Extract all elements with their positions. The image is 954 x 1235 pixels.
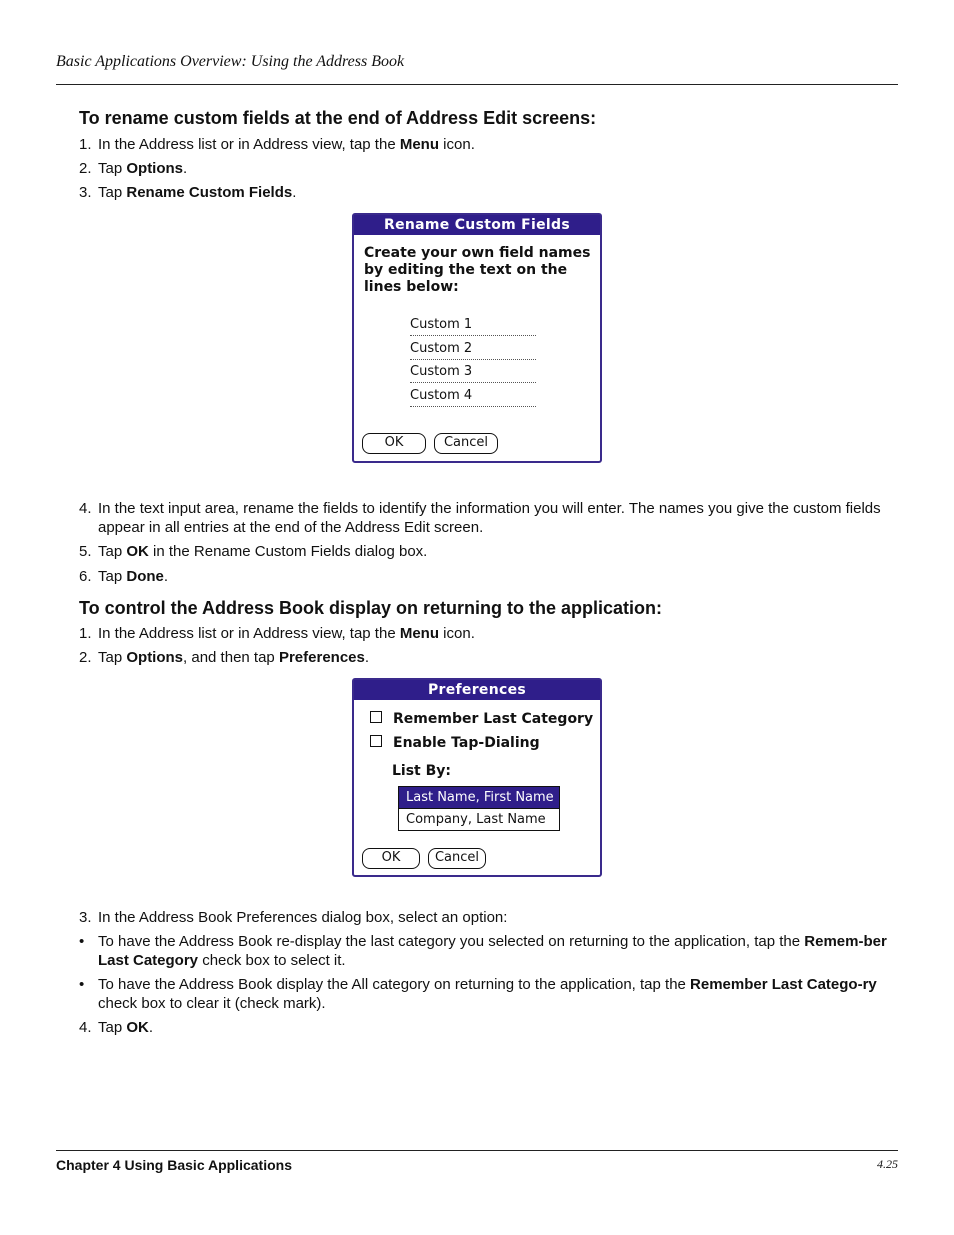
- ok-button[interactable]: OK: [362, 848, 420, 869]
- dialog-title: Preferences: [354, 680, 600, 700]
- remember-last-category-checkbox[interactable]: [370, 710, 593, 728]
- step-text: Tap Rename Custom Fields.: [98, 184, 297, 201]
- header-rule: [56, 84, 898, 85]
- cancel-button[interactable]: Cancel: [434, 433, 498, 454]
- checkbox-label: Enable Tap-Dialing: [393, 735, 540, 751]
- list-option-company-last[interactable]: Company, Last Name: [406, 812, 546, 827]
- step-text: Tap Options.: [98, 160, 188, 177]
- step-number: 2.: [79, 160, 92, 177]
- bullet-dot: •: [79, 933, 85, 950]
- step-text: Tap OK in the Rename Custom Fields dialog box.: [98, 543, 428, 560]
- rename-custom-fields-dialog: [352, 213, 602, 463]
- checkbox-label: Remember Last Category: [393, 711, 594, 727]
- custom-field-input[interactable]: Custom 1: [410, 317, 536, 336]
- custom-field-input[interactable]: Custom 4: [410, 388, 536, 407]
- preferences-dialog: [352, 678, 602, 877]
- footer-chapter: Chapter 4 Using Basic Applications: [56, 1157, 292, 1173]
- step-number: 4.: [79, 1019, 92, 1036]
- step-number: 2.: [79, 649, 92, 666]
- checkbox-icon[interactable]: [370, 735, 382, 747]
- bullet-text: To have the Address Book re-display the last category you selected on returning to the application, tap the Remem-ber Last Category check box to select it.: [98, 933, 887, 969]
- running-header: Basic Applications Overview: Using the Address Book: [56, 53, 405, 70]
- step-text: Tap Done.: [98, 568, 169, 585]
- footer-rule: [56, 1150, 898, 1151]
- step-text: In the Address Book Preferences dialog box, select an option:: [98, 909, 508, 926]
- section-heading-rename: To rename custom fields at the end of Address Edit screens:: [79, 108, 597, 128]
- enable-tap-dialing-checkbox[interactable]: [370, 734, 540, 752]
- step-number: 3.: [79, 909, 92, 926]
- custom-field-input[interactable]: Custom 2: [410, 341, 536, 360]
- step-text: In the Address list or in Address view, tap the Menu icon.: [98, 625, 475, 642]
- dialog-message: Create your own field names by editing the text on the lines below:: [364, 245, 591, 295]
- step-number: 4.: [79, 500, 92, 517]
- section-heading-display: To control the Address Book display on returning to the application:: [79, 598, 663, 618]
- step-number: 1.: [79, 136, 92, 153]
- step-number: 3.: [79, 184, 92, 201]
- custom-field-input[interactable]: Custom 3: [410, 364, 536, 383]
- cancel-button[interactable]: Cancel: [428, 848, 486, 869]
- step-text: Tap OK.: [98, 1019, 154, 1036]
- step-number: 1.: [79, 625, 92, 642]
- page-number: 4.25: [877, 1157, 898, 1171]
- checkbox-icon[interactable]: [370, 711, 382, 723]
- bullet-dot: •: [79, 976, 85, 993]
- step-number: 5.: [79, 543, 92, 560]
- step-text: In the Address list or in Address view, tap the Menu icon.: [98, 136, 475, 153]
- list-option-last-first[interactable]: Last Name, First Name: [399, 787, 559, 809]
- list-by-options: [398, 786, 560, 831]
- step-text: Tap Options, and then tap Preferences.: [98, 649, 370, 666]
- step-text: In the text input area, rename the fields to identify the information you will enter. The names you give the custom fields appear in all entries at the end of the Address Edit screen.: [98, 500, 881, 536]
- step-number: 6.: [79, 568, 92, 585]
- bullet-text: To have the Address Book display the All category on returning to the application, tap the Remember Last Catego-ry check box to clear it (check mark).: [98, 976, 877, 1012]
- dialog-title: Rename Custom Fields: [354, 215, 600, 235]
- ok-button[interactable]: OK: [362, 433, 426, 454]
- list-by-label: List By:: [392, 763, 452, 779]
